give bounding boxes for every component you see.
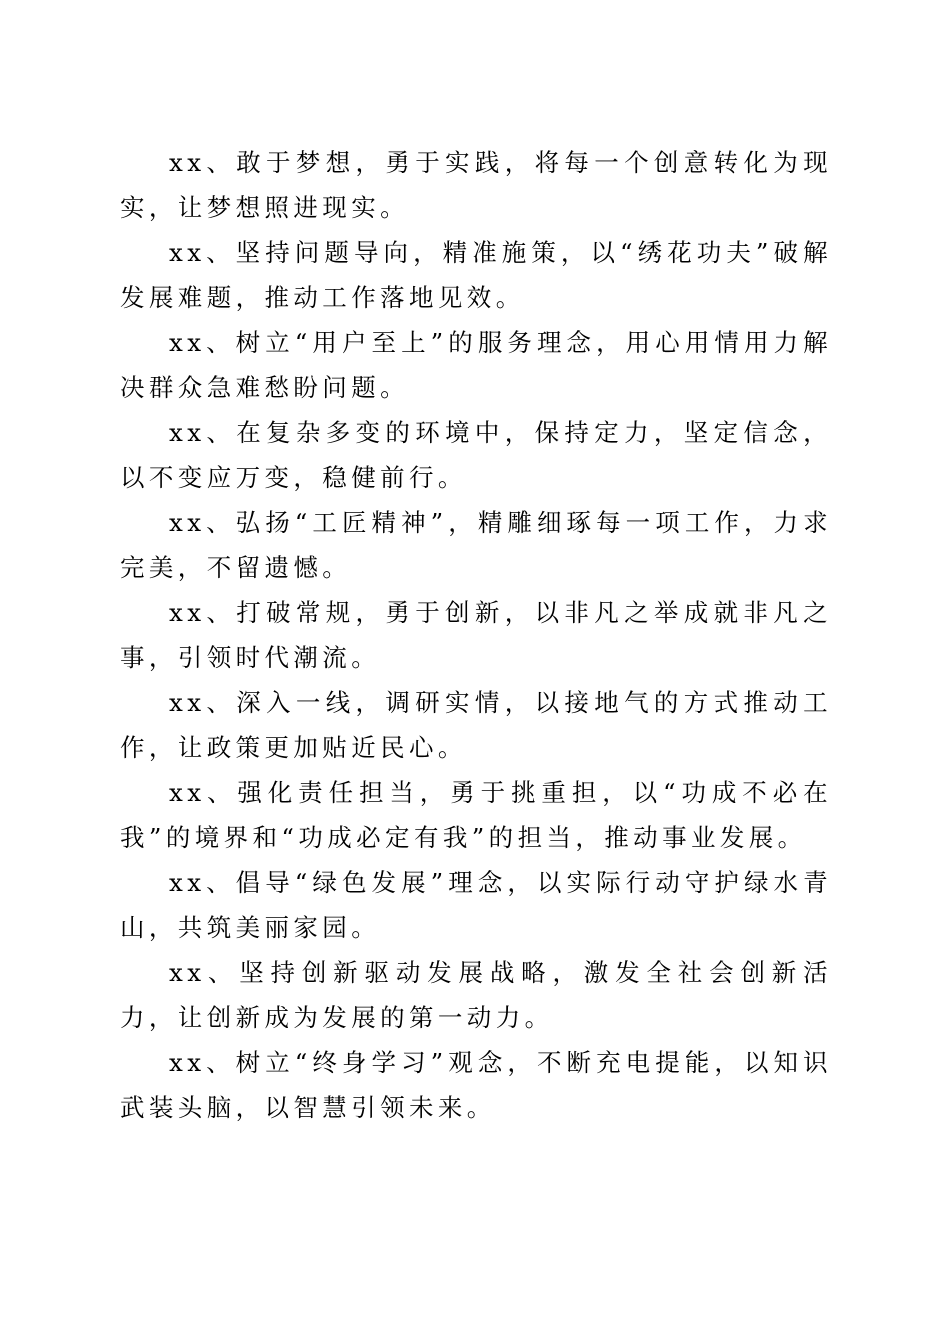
paragraph-8: xx、强化责任担当，勇于挑重担，以“功成不必在我”的境界和“功成必定有我”的担当，推动事业发展。: [120, 778, 832, 852]
paragraph-5: xx、弘扬“工匠精神”，精雕细琢每一项工作，力求完美，不留遗憾。: [120, 508, 832, 582]
paragraph-2: xx、坚持问题导向，精准施策，以“绣花功夫”破解发展难题，推动工作落地见效。: [120, 238, 832, 312]
paragraph-3: xx、树立“用户至上”的服务理念，用心用情用力解决群众急难愁盼问题。: [120, 328, 832, 402]
paragraph-11: xx、树立“终身学习”观念，不断充电提能，以知识武装头脑，以智慧引领未来。: [120, 1048, 832, 1122]
paragraph-1: xx、敢于梦想，勇于实践，将每一个创意转化为现实，让梦想照进现实。: [120, 148, 832, 222]
paragraph-9: xx、倡导“绿色发展”理念，以实际行动守护绿水青山，共筑美丽家园。: [120, 868, 832, 942]
document-body: [120, 140, 832, 1130]
paragraph-10: xx、坚持创新驱动发展战略，激发全社会创新活力，让创新成为发展的第一动力。: [120, 958, 832, 1032]
paragraph-7: xx、深入一线，调研实情，以接地气的方式推动工作，让政策更加贴近民心。: [120, 688, 832, 762]
paragraph-6: xx、打破常规，勇于创新，以非凡之举成就非凡之事，引领时代潮流。: [120, 598, 832, 672]
paragraph-4: xx、在复杂多变的环境中，保持定力，坚定信念，以不变应万变，稳健前行。: [120, 418, 832, 492]
